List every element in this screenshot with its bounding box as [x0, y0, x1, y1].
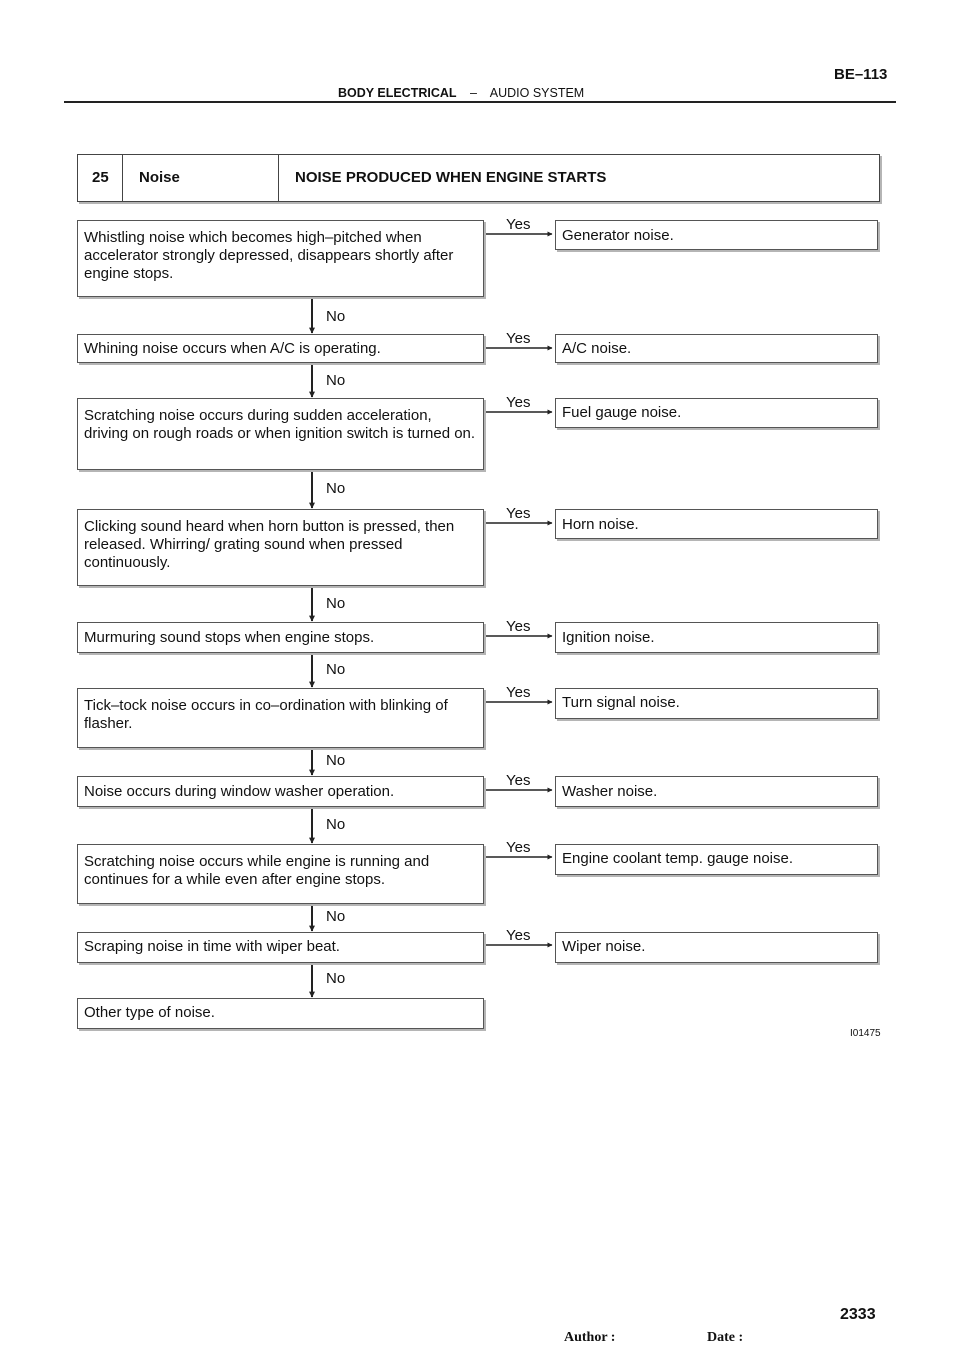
subsection-title: AUDIO SYSTEM	[489, 86, 585, 100]
no-label: No	[326, 816, 346, 833]
result-box: Generator noise.	[555, 220, 878, 250]
question-box: Murmuring sound stops when engine stops.	[77, 622, 484, 653]
no-label: No	[326, 908, 346, 925]
final-box: Other type of noise.	[77, 998, 484, 1029]
no-label: No	[326, 595, 346, 612]
figure-id: I01475	[850, 1028, 881, 1039]
question-box: Tick–tock noise occurs in co–ordination with blinking of flasher.	[77, 688, 484, 748]
no-label: No	[326, 480, 346, 497]
section-title: BODY ELECTRICAL	[338, 86, 457, 100]
yes-label: Yes	[506, 330, 531, 347]
result-box: A/C noise.	[555, 334, 878, 363]
question-box: Whining noise occurs when A/C is operating.	[77, 334, 484, 363]
title-text: NOISE PRODUCED WHEN ENGINE STARTS	[295, 169, 607, 186]
page-number: 2333	[840, 1306, 876, 1323]
result-box: Washer noise.	[555, 776, 878, 807]
yes-label: Yes	[506, 927, 531, 944]
question-box: Scratching noise occurs during sudden acceleration, driving on rough roads or when ignition switch is turned on.	[77, 398, 484, 470]
result-box: Ignition noise.	[555, 622, 878, 653]
result-box: Fuel gauge noise.	[555, 398, 878, 428]
no-label: No	[326, 308, 346, 325]
result-box: Horn noise.	[555, 509, 878, 539]
yes-label: Yes	[506, 505, 531, 522]
no-label: No	[326, 970, 346, 987]
question-box: Scratching noise occurs while engine is running and continues for a while even after engine stops.	[77, 844, 484, 904]
yes-label: Yes	[506, 839, 531, 856]
result-box: Wiper noise.	[555, 932, 878, 963]
yes-label: Yes	[506, 618, 531, 635]
no-label: No	[326, 752, 346, 769]
page-code: BE–113	[834, 66, 888, 83]
question-box: Whistling noise which becomes high–pitched when accelerator strongly depressed, disappears shortly after engine stops.	[77, 220, 484, 297]
section-dash: –	[470, 86, 477, 100]
title-number: 25	[92, 169, 109, 186]
question-box: Scraping noise in time with wiper beat.	[77, 932, 484, 963]
yes-label: Yes	[506, 394, 531, 411]
author-label: Author :	[564, 1330, 616, 1345]
no-label: No	[326, 372, 346, 389]
date-label: Date :	[707, 1330, 744, 1345]
title-category: Noise	[139, 169, 180, 186]
yes-label: Yes	[506, 684, 531, 701]
question-box: Noise occurs during window washer operation.	[77, 776, 484, 807]
result-box: Turn signal noise.	[555, 688, 878, 719]
yes-label: Yes	[506, 772, 531, 789]
no-label: No	[326, 661, 346, 678]
yes-label: Yes	[506, 216, 531, 233]
question-box: Clicking sound heard when horn button is pressed, then released. Whirring/ grating sound when pressed continuously.	[77, 509, 484, 586]
result-box: Engine coolant temp. gauge noise.	[555, 844, 878, 875]
